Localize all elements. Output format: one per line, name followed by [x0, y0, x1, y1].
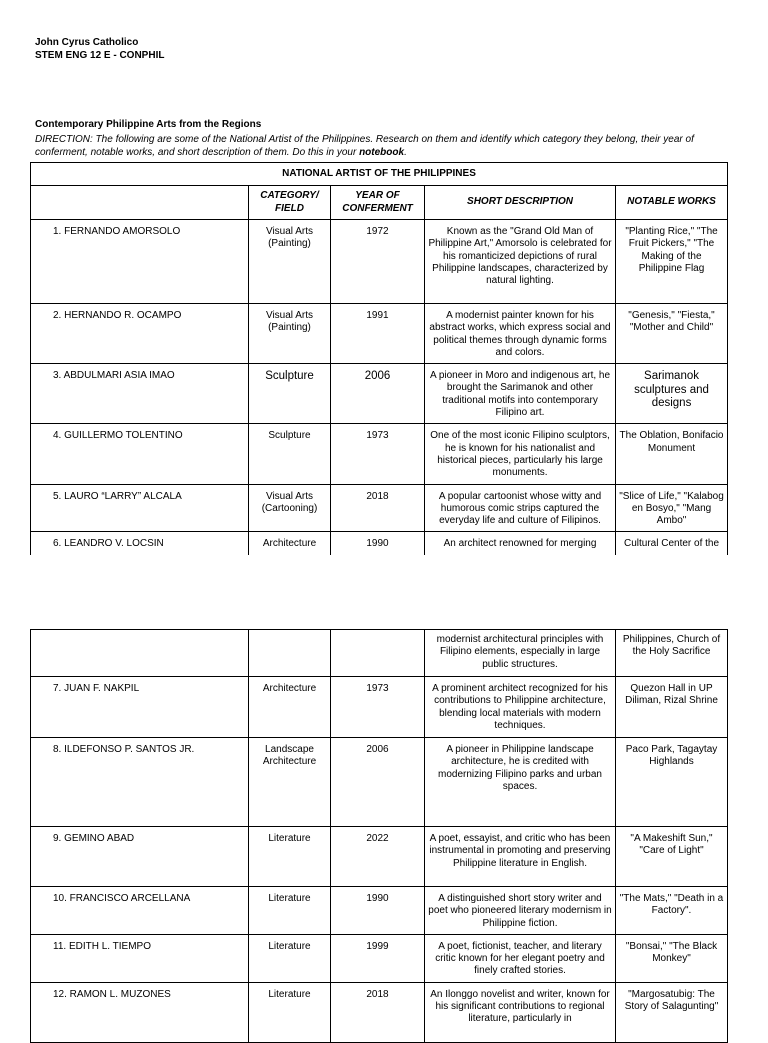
artist-works: [616, 304, 728, 364]
artist-category: [249, 630, 331, 677]
artist-name-text: 6. LEANDRO V. LOCSIN: [53, 538, 164, 550]
artist-category: [249, 982, 331, 1042]
artist-category-text: Visual Arts (Painting): [265, 226, 314, 250]
artist-works: [616, 532, 728, 555]
artist-year-text: 1991: [366, 310, 389, 321]
table-row: [31, 484, 728, 532]
artist-category-text: Literature: [268, 893, 311, 904]
artist-category: [249, 887, 331, 935]
artist-year-text: 2018: [366, 490, 389, 502]
artist-year: [331, 424, 425, 484]
artist-category-text: Literature: [268, 988, 311, 1000]
artist-works: [616, 424, 728, 484]
artist-category-text: Architecture: [262, 683, 317, 694]
artist-name-text: 3. ABDULMARI ASIA IMAO: [53, 370, 175, 382]
artist-year: [331, 484, 425, 532]
artist-description-text: An architect renowned for merging: [443, 538, 597, 550]
artist-works: [616, 738, 728, 827]
artist-works-text: "Slice of Life," "Kalabog en Bosyo," "Mang Ambo": [619, 490, 724, 527]
artist-works: [616, 934, 728, 982]
activity-title: Contemporary Philippine Arts from the Regions: [35, 119, 262, 130]
artist-category: [249, 304, 331, 364]
artist-year-text: 1972: [366, 226, 389, 237]
artist-year-text: 1999: [366, 940, 389, 952]
artist-year: [331, 887, 425, 935]
artist-year-text: 2022: [366, 833, 389, 844]
artist-description: [425, 304, 616, 364]
artist-description: [425, 887, 616, 935]
table-row: [31, 982, 728, 1042]
artist-year-text: 1973: [366, 430, 389, 442]
direction-bold: notebook: [359, 147, 405, 158]
artist-year-text: [331, 630, 424, 640]
artist-name: [31, 827, 249, 887]
artist-category: [249, 532, 331, 555]
artist-category-text: Landscape Architecture: [262, 744, 317, 768]
table-row: [31, 364, 728, 424]
artist-works-text: Quezon Hall in UP Diliman, Rizal Shrine: [625, 683, 718, 707]
artist-name: [31, 484, 249, 532]
student-name: John Cyrus Catholico: [35, 37, 139, 48]
artist-year: [331, 827, 425, 887]
artist-name: [31, 424, 249, 484]
artist-description: [425, 934, 616, 982]
artist-name-text: 4. GUILLERMO TOLENTINO: [53, 430, 183, 442]
artist-category: [249, 424, 331, 484]
artist-description-text: modernist architectural principles with Filipino elements, especially in large public structures.: [436, 634, 604, 670]
artist-works: [616, 887, 728, 935]
artist-works: [616, 364, 728, 424]
artist-description: [425, 982, 616, 1042]
artist-name: [31, 220, 249, 304]
artist-description-text: A pioneer in Moro and indigenous art, he brought the Sarimanok and other traditional motifs into contemporary Filipino art.: [429, 370, 611, 419]
artist-year: [331, 677, 425, 738]
column-header-description: SHORT DESCRIPTION: [425, 186, 616, 220]
table-row: [31, 304, 728, 364]
column-header-row: [31, 186, 728, 220]
artist-name: [31, 934, 249, 982]
artist-works: [616, 982, 728, 1042]
artist-category-text: Literature: [268, 940, 311, 952]
artist-category-text: Architecture: [262, 538, 317, 550]
class-section: STEM ENG 12 E - CONPHIL: [35, 50, 165, 61]
artist-category-text: Visual Arts (Painting): [265, 310, 314, 334]
table-row: [31, 424, 728, 484]
artist-name-text: 12. RAMON L. MUZONES: [53, 988, 171, 1000]
artist-works-text: Philippines, Church of the Holy Sacrifice: [622, 634, 721, 658]
artist-year: [331, 364, 425, 424]
artist-year: [331, 220, 425, 304]
artist-description: [425, 827, 616, 887]
artist-year: [331, 630, 425, 677]
artist-description: [425, 424, 616, 484]
artists-table-page2: [30, 629, 728, 1043]
artist-name-text: 2. HERNANDO R. OCAMPO: [53, 310, 182, 321]
artist-works-text: Paco Park, Tagaytay Highlands: [625, 744, 718, 768]
artist-description: [425, 677, 616, 738]
artist-description-text: Known as the "Grand Old Man of Philippine Art," Amorsolo is celebrated for his romanticized depictions of rural Philippine landscapes, characterized by natural lighting.: [428, 226, 612, 287]
artist-works: [616, 677, 728, 738]
table-row: [31, 887, 728, 935]
artist-works-text: Cultural Center of the: [623, 538, 720, 550]
artist-category-text: [249, 630, 330, 640]
artist-description-text: A poet, fictionist, teacher, and literary critic known for her elegant poetry and finely crafted stories.: [435, 940, 605, 977]
artist-category: [249, 738, 331, 827]
artist-description: [425, 220, 616, 304]
artist-works-text: "A Makeshift Sun," "Care of Light": [630, 833, 713, 857]
artist-category: [249, 827, 331, 887]
artist-description: [425, 364, 616, 424]
artist-description: [425, 532, 616, 555]
table-banner: NATIONAL ARTIST OF THE PHILIPPINES: [31, 163, 728, 186]
artist-description-text: A modernist painter known for his abstract works, which express social and political themes through dynamic forms and colors.: [429, 310, 611, 358]
artist-works-text: "Genesis," "Fiesta," "Mother and Child": [628, 310, 715, 334]
artist-name-text: [31, 630, 248, 640]
artist-name: [31, 887, 249, 935]
artist-name: [31, 304, 249, 364]
artist-year: [331, 934, 425, 982]
artist-name-text: 8. ILDEFONSO P. SANTOS JR.: [53, 744, 195, 755]
artists-table-page1: [30, 162, 728, 556]
column-header-year: YEAR OF CONFERMENT: [331, 186, 425, 220]
table-row: [31, 677, 728, 738]
artist-category-text: Sculpture: [268, 430, 311, 442]
artist-description-text: A prominent architect recognized for his contributions to Philippine architecture, blending local materials with modern techniques.: [432, 683, 608, 731]
artist-name-text: 11. EDITH L. TIEMPO: [53, 940, 151, 952]
artist-category-text: Visual Arts (Cartooning): [261, 490, 318, 514]
artist-description-text: An Ilonggo novelist and writer, known for his significant contributions to regional literature, particularly in: [430, 988, 610, 1025]
artist-works: [616, 484, 728, 532]
artist-category-text: Sculpture: [265, 370, 314, 383]
artist-category: [249, 677, 331, 738]
artist-name-text: 5. LAURO “LARRY” ALCALA: [53, 490, 182, 502]
artist-description: [425, 630, 616, 677]
artist-works-text: "Planting Rice," "The Fruit Pickers," "The Making of the Philippine Flag: [625, 226, 718, 274]
artist-category: [249, 364, 331, 424]
artist-description: [425, 738, 616, 827]
artist-year-text: 2006: [364, 370, 391, 383]
artist-year-text: 1973: [366, 683, 389, 694]
column-header-name: [31, 186, 249, 220]
artist-name: [31, 630, 249, 677]
artist-works: [616, 220, 728, 304]
artist-name-text: 10. FRANCISCO ARCELLANA: [53, 893, 191, 904]
direction-prefix: DIRECTION: The following are some of the National Artist of the Philippines. Research on them and identify which category they belong, their year of conferment, notable works, and short description of them. Do this in your: [35, 134, 694, 158]
direction-suffix: .: [404, 147, 407, 158]
artist-name: [31, 982, 249, 1042]
artist-name-text: 7. JUAN F. NAKPIL: [53, 683, 140, 694]
artist-category: [249, 220, 331, 304]
column-header-category: CATEGORY/ FIELD: [249, 186, 331, 220]
artist-year-text: 1990: [366, 538, 389, 550]
artist-name: [31, 532, 249, 555]
artist-year-text: 2018: [366, 988, 389, 1000]
artist-description-text: One of the most iconic Filipino sculptors, he is known for his nationalist and historical pieces, particularly his large monuments.: [430, 430, 610, 479]
artist-year: [331, 738, 425, 827]
artist-description-text: A distinguished short story writer and poet who pioneered literary modernism in Philippine fiction.: [428, 893, 612, 929]
artist-name-text: 9. GEMINO ABAD: [53, 833, 135, 844]
artist-year: [331, 532, 425, 555]
artist-description: [425, 484, 616, 532]
artist-year: [331, 304, 425, 364]
table-row: [31, 630, 728, 677]
artist-description-text: A pioneer in Philippine landscape architecture, he is credited with modernizing Filipino parks and urban spaces.: [438, 744, 602, 792]
table-row: [31, 934, 728, 982]
artist-category: [249, 484, 331, 532]
artist-works: [616, 827, 728, 887]
table-row: [31, 827, 728, 887]
artist-works-text: Sarimanok sculptures and designs: [634, 370, 709, 410]
artist-name: [31, 364, 249, 424]
artist-name: [31, 738, 249, 827]
artist-works-text: "The Mats," "Death in a Factory".: [619, 893, 724, 917]
table-row: [31, 738, 728, 827]
artist-works-text: "Bonsai," "The Black Monkey": [625, 940, 718, 965]
artist-name-text: 1. FERNANDO AMORSOLO: [53, 226, 181, 237]
artist-works-text: The Oblation, Bonifacio Monument: [619, 430, 724, 454]
artist-works-text: "Margosatubig: The Story of Salagunting": [624, 988, 719, 1013]
artist-year: [331, 982, 425, 1042]
artist-year-text: 2006: [366, 744, 389, 755]
table-row: [31, 220, 728, 304]
artist-year-text: 1990: [366, 893, 389, 904]
artist-category-text: Literature: [268, 833, 311, 844]
artist-description-text: A poet, essayist, and critic who has been instrumental in promoting and preserving Philippine literature in English.: [429, 833, 611, 869]
artist-description-text: A popular cartoonist whose witty and humorous comic strips captured the everyday life and culture of Filipinos.: [438, 490, 602, 527]
artist-works: [616, 630, 728, 677]
artist-category: [249, 934, 331, 982]
table-row: [31, 532, 728, 555]
artist-name: [31, 677, 249, 738]
table-banner-row: [31, 163, 728, 186]
column-header-works: NOTABLE WORKS: [616, 186, 728, 220]
page-break-gap: [0, 555, 768, 625]
direction-text: [35, 133, 735, 159]
